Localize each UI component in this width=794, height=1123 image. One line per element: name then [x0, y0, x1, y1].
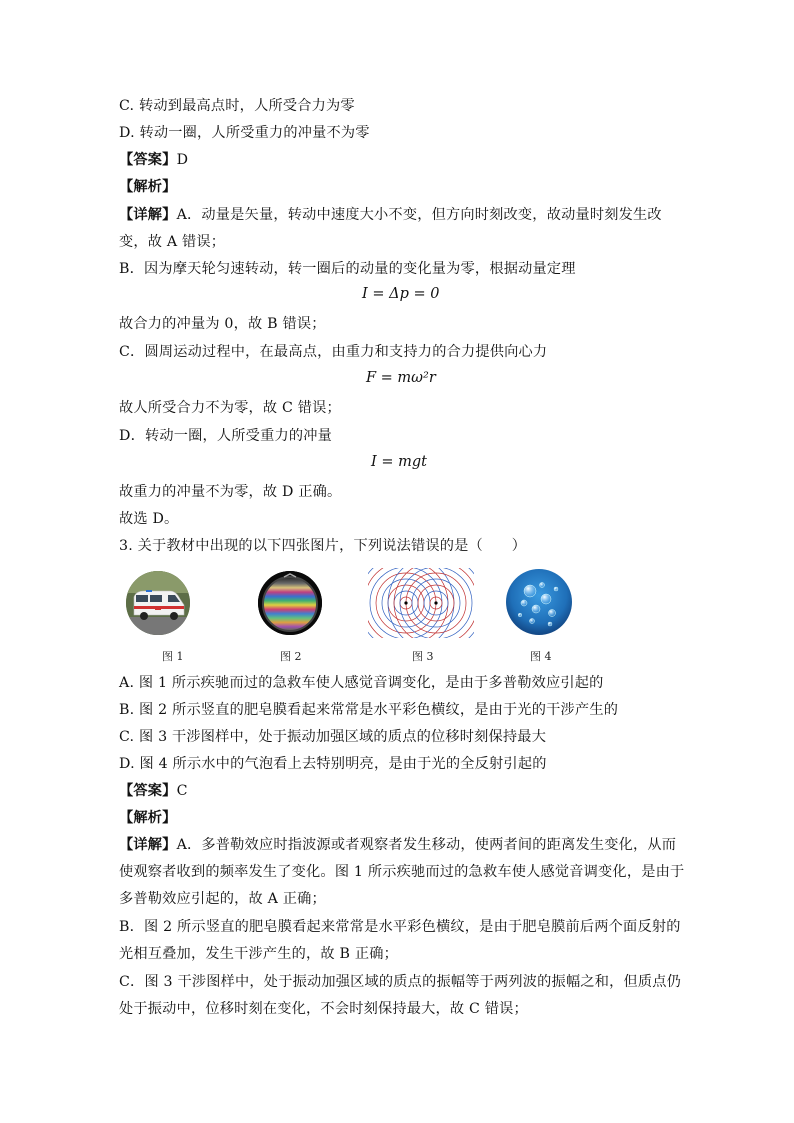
detail2-line-4: B．图 2 所示竖直的肥皂膜看起来常常是水平彩色横纹，是由于肥皂膜前后两个面反射的 [119, 919, 681, 935]
answer-line-2 [119, 781, 188, 801]
interference-pattern-figure [368, 568, 474, 638]
question-3-stem: 3. 关于教材中出现的以下四张图片，下列说法错误的是（ ） [119, 538, 527, 554]
equation-gravity-impulse: I = mgt [371, 454, 427, 470]
detail-tag: 【详解】 [119, 207, 177, 223]
detail2-line-5: 光相互叠加，发生干涉产生的，故 B 正确； [119, 946, 399, 962]
detail-text: A．动量是矢量，转动中速度大小不变，但方向时刻改变，故动量时刻发生改 [176, 207, 662, 223]
answer-value: D [176, 152, 189, 168]
figure-4-caption: 图 4 [530, 650, 552, 663]
detail-line-5: C．圆周运动过程中，在最高点，由重力和支持力的合力提供向心力 [119, 344, 548, 360]
analysis-tag-2: 【解析】 [119, 810, 177, 826]
option-a: A. 图 1 所示疾驰而过的急救车使人感觉音调变化，是由于多普勒效应引起的 [119, 675, 604, 691]
detail-line-6: 故人所受合力不为零，故 C 错误； [119, 400, 341, 416]
detail-line-4: 故合力的冲量为 0，故 B 错误； [119, 316, 326, 332]
detail2-text: A．多普勒效应时指波源或者观察者发生移动，使两者间的距离发生变化，从而 [176, 837, 677, 853]
equation-impulse-momentum: I = Δp = 0 [362, 286, 440, 302]
detail-line-1 [119, 205, 662, 225]
option-d-line: D. 转动一圈，人所受重力的冲量不为零 [119, 125, 370, 141]
detail2-line-6: C．图 3 干涉图样中，处于振动加强区域的质点的振幅等于两列波的振幅之和，但质点仍 [119, 974, 682, 990]
analysis-tag: 【解析】 [119, 179, 177, 195]
detail2-line-1 [119, 835, 676, 855]
figure-1-caption: 图 1 [162, 650, 184, 663]
answer-line [119, 150, 188, 170]
figure-2-caption: 图 2 [280, 650, 302, 663]
ambulance-photo [126, 571, 190, 635]
answer-tag: 【答案】 [119, 152, 177, 168]
detail-line-3: B．因为摩天轮匀速转动，转一圈后的动量的变化量为零，根据动量定理 [119, 261, 576, 277]
figure-3-caption: 图 3 [412, 650, 434, 663]
detail2-line-2: 使观察者收到的频率发生了变化。图 1 所示疾驰而过的急救车使人感觉音调变化，是由于 [119, 864, 685, 880]
answer-value-2: C [176, 783, 188, 799]
detail-line-9: 故选 D。 [119, 511, 179, 527]
detail-tag-2: 【详解】 [119, 837, 177, 853]
detail2-line-7: 处于振动中，位移时刻在变化，不会时刻保持最大，故 C 错误； [119, 1001, 528, 1017]
option-c: C. 图 3 干涉图样中，处于振动加强区域的质点的位移时刻保持最大 [119, 729, 547, 745]
detail-line-8: 故重力的冲量不为零，故 D 正确。 [119, 484, 342, 500]
detail2-line-3: 多普勒效应引起的，故 A 正确； [119, 891, 326, 907]
bubbles-photo [506, 569, 572, 635]
detail-line-2: 变，故 A 错误； [119, 234, 226, 250]
option-c-line: C. 转动到最高点时，人所受合力为零 [119, 98, 355, 114]
detail-line-7: D．转动一圈，人所受重力的冲量 [119, 428, 333, 444]
soap-film-photo [258, 571, 322, 635]
option-d: D. 图 4 所示水中的气泡看上去特别明亮，是由于光的全反射引起的 [119, 756, 547, 772]
answer-tag-2: 【答案】 [119, 783, 177, 799]
equation-centripetal: F = mω²r [366, 370, 436, 386]
option-b: B. 图 2 所示竖直的肥皂膜看起来常常是水平彩色横纹，是由于光的干涉产生的 [119, 702, 619, 718]
